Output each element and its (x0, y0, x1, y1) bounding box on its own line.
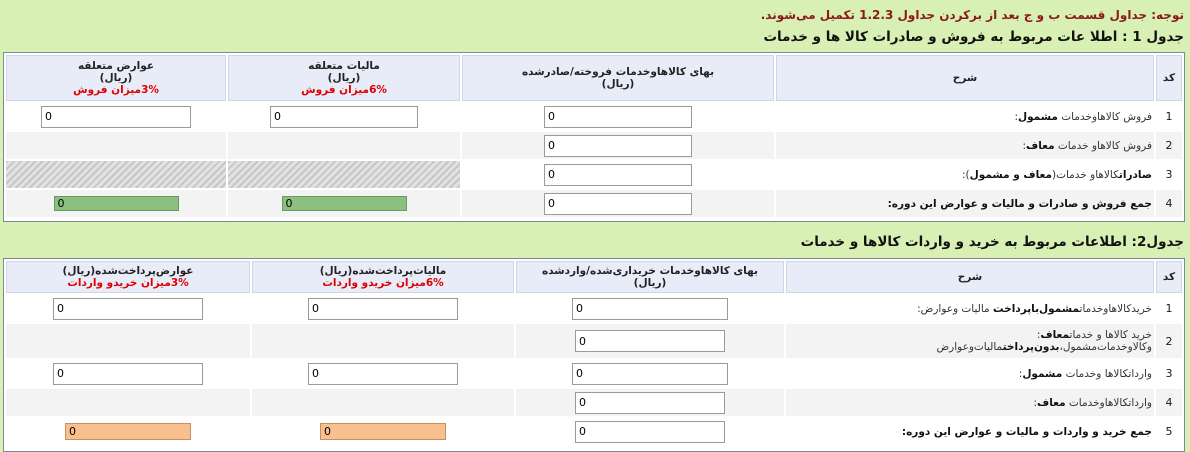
imports-exempt-price-input[interactable] (575, 392, 725, 414)
table-row (6, 161, 1182, 188)
tax-cell (252, 295, 514, 322)
table1-title: جدول 1 : اطلا عات مربوط به فروش و صادرات کالا ها و خدمات (763, 29, 1184, 45)
price-cell (462, 190, 774, 217)
price-cell (516, 418, 784, 445)
table-row (6, 418, 1182, 445)
disabled-cell (252, 324, 514, 358)
table-row (6, 190, 1182, 217)
col-price-label: بهای کالاهاوخدمات فروخته/صادرشده (521, 66, 715, 78)
col-price-header (462, 55, 774, 101)
imports-taxable-tax-input[interactable] (308, 363, 458, 385)
col-tax-rate: 6%میزان خریدو واردات (322, 277, 444, 289)
table-row (6, 295, 1182, 322)
col-price-label: بهای کالاهاوخدمات خریداری‌شده/واردشده (542, 265, 758, 277)
sum-label: جمع فروش و صادرات و مالیات و عوارض این دوره: (887, 197, 1152, 210)
row-code: 3 (1156, 161, 1182, 188)
table-row (6, 389, 1182, 416)
col-tax-unit: (ریال) (327, 72, 361, 84)
sales-taxable-duty-input[interactable] (41, 106, 191, 128)
price-cell (462, 103, 774, 130)
col-duty-rate: 3%میزان فروش (73, 84, 159, 96)
purchase-total-price-input[interactable] (575, 421, 725, 443)
row-code: 4 (1156, 190, 1182, 217)
disabled-cell (6, 161, 226, 188)
purchase-taxable-duty-input[interactable] (53, 298, 203, 320)
row-desc: صادراتکالاهاو خدمات(معاف و مشمول): (776, 161, 1154, 188)
col-price-header (516, 261, 784, 293)
sales-exempt-price-input[interactable] (544, 135, 692, 157)
row-code: 3 (1156, 360, 1182, 387)
disabled-cell (6, 389, 250, 416)
tax-cell (228, 103, 460, 130)
row-desc: فروش کالاهاوخدمات مشمول: (776, 103, 1154, 130)
sales-table (4, 53, 1184, 219)
table2-title: جدول2: اطلاعات مربوط به خرید و واردات کالاها و خدمات (800, 234, 1184, 250)
price-cell (462, 161, 774, 188)
row-desc: خرید کالاها و خدماتمعاف: وکالاوخدمات‌مشمول،بدون‌پرداختمالیات‌وعوارض (786, 324, 1154, 358)
table-row (6, 132, 1182, 159)
instruction-note: توجه: جداول قسمت ب و ج بعد از برکردن جداول 1.2.3 تکمیل می‌شوند. (760, 8, 1184, 22)
sales-taxable-tax-input[interactable] (270, 106, 418, 128)
tax-cell (252, 360, 514, 387)
row-desc: وارداتکالاهاوخدمات معاف: (786, 389, 1154, 416)
disabled-cell (228, 161, 460, 188)
imports-taxable-price-input[interactable] (572, 363, 728, 385)
col-code-header: کد (1156, 261, 1182, 293)
sum-label: جمع خرید و واردات و مالیات و عوارض این دوره: (901, 425, 1152, 438)
col-tax-header (228, 55, 460, 101)
table-row (6, 360, 1182, 387)
price-cell (516, 360, 784, 387)
price-cell (462, 132, 774, 159)
row-desc: وارداتکالاها وخدمات مشمول: (786, 360, 1154, 387)
disabled-cell (6, 324, 250, 358)
price-cell (516, 295, 784, 322)
col-duty-header (6, 261, 250, 293)
duty-cell (6, 190, 226, 217)
row-code: 2 (1156, 324, 1182, 358)
col-tax-rate: 6%میزان فروش (301, 84, 387, 96)
row-desc (776, 190, 1154, 217)
disabled-cell (6, 132, 226, 159)
tax-cell (228, 190, 460, 217)
purchase-taxable-price-input[interactable] (572, 298, 728, 320)
col-duty-header (6, 55, 226, 101)
purchase-exempt-price-input[interactable] (575, 330, 725, 352)
col-price-unit: (ریال) (601, 78, 635, 90)
purchase-total-tax-field (320, 423, 446, 440)
sales-table-panel (3, 52, 1185, 222)
row-desc (786, 418, 1154, 445)
duty-cell (6, 103, 226, 130)
sales-total-price-input[interactable] (544, 193, 692, 215)
duty-cell (6, 295, 250, 322)
col-code-header: کد (1156, 55, 1182, 101)
col-duty-rate: 3%میزان خریدو واردات (67, 277, 189, 289)
purchase-table (4, 259, 1184, 447)
table-row (6, 324, 1182, 358)
duty-cell (6, 360, 250, 387)
row-code: 5 (1156, 418, 1182, 445)
sales-total-duty-field (54, 196, 179, 211)
disabled-cell (228, 132, 460, 159)
price-cell (516, 324, 784, 358)
price-cell (516, 389, 784, 416)
col-tax-label: مالیات متعلقه (308, 60, 380, 72)
purchase-table-panel (3, 258, 1185, 452)
tax-cell (252, 418, 514, 445)
col-duty-label: عوارض‌پرداخت‌شده(ریال) (62, 265, 194, 277)
col-tax-header (252, 261, 514, 293)
col-price-unit: (ریال) (633, 277, 667, 289)
exports-price-input[interactable] (544, 164, 692, 186)
row-desc: فروش کالاهاو خدمات معاف: (776, 132, 1154, 159)
sales-taxable-price-input[interactable] (544, 106, 692, 128)
col-tax-label: مالیات‌پرداخت‌شده(ریال) (319, 265, 447, 277)
disabled-cell (252, 389, 514, 416)
duty-cell (6, 418, 250, 445)
row-code: 2 (1156, 132, 1182, 159)
row-desc: خریدکالاهاوخدماتمشمول‌باپرداخت مالیات وعوارض: (786, 295, 1154, 322)
imports-taxable-duty-input[interactable] (53, 363, 203, 385)
col-duty-unit: (ریال) (99, 72, 133, 84)
col-desc-header: شرح (776, 55, 1154, 101)
row-code: 4 (1156, 389, 1182, 416)
sales-total-tax-field (282, 196, 407, 211)
col-duty-label: عوارض متعلقه (77, 60, 155, 72)
purchase-taxable-tax-input[interactable] (308, 298, 458, 320)
row-code: 1 (1156, 295, 1182, 322)
table-row (6, 103, 1182, 130)
col-desc-header: شرح (786, 261, 1154, 293)
row-code: 1 (1156, 103, 1182, 130)
purchase-total-duty-field (65, 423, 191, 440)
